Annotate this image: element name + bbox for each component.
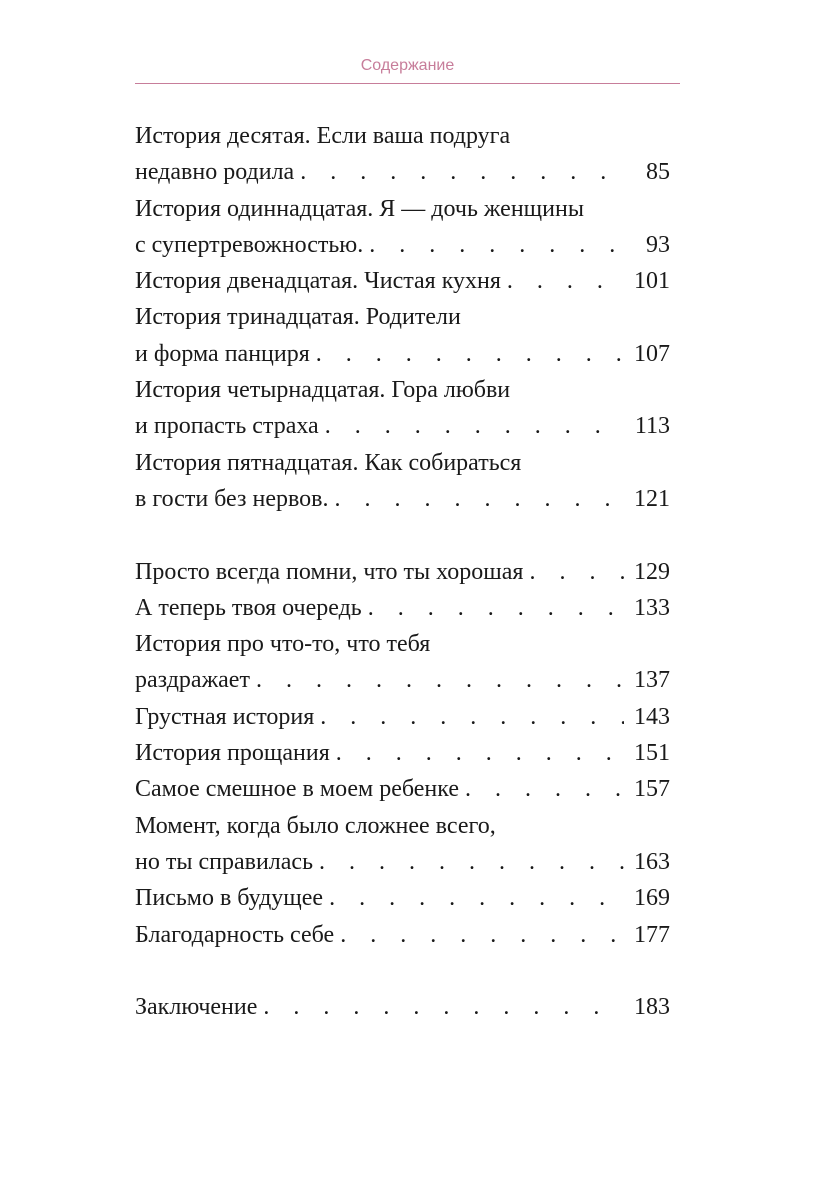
toc-page-number: 169 bbox=[634, 885, 670, 912]
toc-page-number: 137 bbox=[634, 667, 670, 694]
toc-line bbox=[135, 408, 670, 444]
toc-entry-title: А теперь твоя очередь bbox=[135, 594, 362, 621]
toc-entry[interactable] bbox=[135, 808, 670, 881]
toc-line bbox=[135, 263, 670, 299]
toc-entry[interactable] bbox=[135, 880, 670, 916]
toc-page-number: 113 bbox=[634, 413, 670, 440]
dot-leader bbox=[368, 590, 624, 626]
toc-line bbox=[135, 554, 670, 590]
header-rule bbox=[135, 83, 680, 84]
toc-entry[interactable] bbox=[135, 917, 670, 953]
toc-entry-title: Самое смешное в моем ребенке bbox=[135, 776, 459, 803]
toc-entry-title: История десятая. Если ваша подруга bbox=[135, 123, 511, 149]
toc-page-number: 157 bbox=[634, 776, 670, 803]
table-of-contents bbox=[135, 118, 670, 1025]
toc-page-number: 183 bbox=[634, 994, 670, 1021]
toc-line bbox=[135, 590, 670, 626]
toc-line bbox=[135, 735, 670, 771]
toc-page-number: 101 bbox=[634, 268, 670, 295]
toc-line bbox=[135, 880, 670, 916]
dot-leader bbox=[336, 735, 624, 771]
toc-entry[interactable] bbox=[135, 445, 670, 518]
toc-entry-title: История двенадцатая. Чистая кухня bbox=[135, 268, 501, 295]
toc-page-number: 151 bbox=[634, 740, 670, 767]
toc-page-number: 177 bbox=[634, 921, 670, 948]
toc-line bbox=[135, 191, 670, 227]
toc-entry-title: История про что-то, что тебя bbox=[135, 631, 431, 658]
toc-entry-title: Просто всегда помни, что ты хорошая bbox=[135, 558, 524, 585]
toc-entry-title: История прощания bbox=[135, 740, 330, 767]
toc-line bbox=[135, 336, 670, 372]
dot-leader bbox=[320, 699, 624, 735]
toc-page-number: 107 bbox=[634, 340, 670, 367]
toc-page-number: 163 bbox=[634, 848, 670, 875]
toc-entry[interactable] bbox=[135, 554, 670, 590]
toc-line bbox=[135, 118, 670, 154]
toc-page-number: 93 bbox=[646, 231, 670, 258]
toc-entry-title: раздражает bbox=[135, 667, 250, 694]
dot-leader bbox=[507, 263, 624, 299]
toc-entry[interactable] bbox=[135, 989, 670, 1025]
toc-entry-title: История пятнадцатая. Как собираться bbox=[135, 449, 522, 476]
toc-entry-title: История тринадцатая. Родители bbox=[135, 304, 461, 331]
toc-entry-title: недавно родила bbox=[135, 159, 295, 186]
toc-entry-title: Момент, когда было сложнее всего, bbox=[135, 812, 496, 839]
toc-line bbox=[135, 989, 670, 1025]
toc-page-number: 121 bbox=[634, 485, 670, 512]
dot-leader bbox=[529, 554, 624, 590]
toc-entry[interactable] bbox=[135, 118, 670, 191]
toc-entry-title: и пропасть страха bbox=[135, 413, 319, 440]
toc-page-number: 129 bbox=[634, 558, 670, 585]
toc-line bbox=[135, 662, 670, 698]
dot-leader bbox=[263, 989, 624, 1025]
toc-entry-title: История четырнадцатая. Гора любви bbox=[135, 377, 511, 404]
toc-line bbox=[135, 699, 670, 735]
toc-line bbox=[135, 481, 670, 517]
running-head: Содержание bbox=[360, 57, 455, 74]
toc-entry-title: Заключение bbox=[135, 994, 258, 1021]
toc-entry[interactable] bbox=[135, 263, 670, 299]
toc-entry[interactable] bbox=[135, 299, 670, 372]
toc-entry[interactable] bbox=[135, 590, 670, 626]
dot-leader bbox=[334, 481, 624, 517]
toc-page-number: 143 bbox=[634, 703, 670, 730]
toc-entry-title: Грустная история bbox=[135, 703, 315, 730]
toc-entry-title: но ты справилась bbox=[135, 848, 314, 875]
toc-line bbox=[135, 626, 670, 662]
dot-leader bbox=[369, 227, 624, 263]
toc-entry[interactable] bbox=[135, 735, 670, 771]
toc-line bbox=[135, 154, 670, 190]
toc-line bbox=[135, 917, 670, 953]
toc-line bbox=[135, 299, 670, 335]
dot-leader bbox=[316, 336, 624, 372]
toc-entry[interactable] bbox=[135, 191, 670, 264]
toc-entry[interactable] bbox=[135, 699, 670, 735]
toc-entry-title: и форма панциря bbox=[135, 340, 310, 367]
toc-line bbox=[135, 227, 670, 263]
dot-leader bbox=[465, 771, 624, 807]
dot-leader bbox=[300, 154, 624, 190]
dot-leader bbox=[256, 662, 624, 698]
toc-entry-title: Благодарность себе bbox=[135, 921, 335, 948]
dot-leader bbox=[329, 880, 624, 916]
toc-line bbox=[135, 808, 670, 844]
toc-page-number: 133 bbox=[634, 594, 670, 621]
toc-line bbox=[135, 771, 670, 807]
toc-line bbox=[135, 844, 670, 880]
toc-line bbox=[135, 445, 670, 481]
toc-entry[interactable] bbox=[135, 771, 670, 807]
dot-leader bbox=[340, 917, 624, 953]
toc-entry[interactable] bbox=[135, 626, 670, 699]
toc-page-number: 85 bbox=[646, 159, 670, 186]
toc-entry-title: История одиннадцатая. Я — дочь женщины bbox=[135, 195, 584, 222]
toc-entry[interactable] bbox=[135, 372, 670, 445]
toc-entry-title: в гости без нервов. bbox=[135, 485, 329, 512]
toc-entry-title: с супертревожностью. bbox=[135, 231, 364, 258]
dot-leader bbox=[325, 408, 624, 444]
toc-entry-title: Письмо в будущее bbox=[135, 885, 324, 912]
toc-line bbox=[135, 372, 670, 408]
dot-leader bbox=[319, 844, 624, 880]
